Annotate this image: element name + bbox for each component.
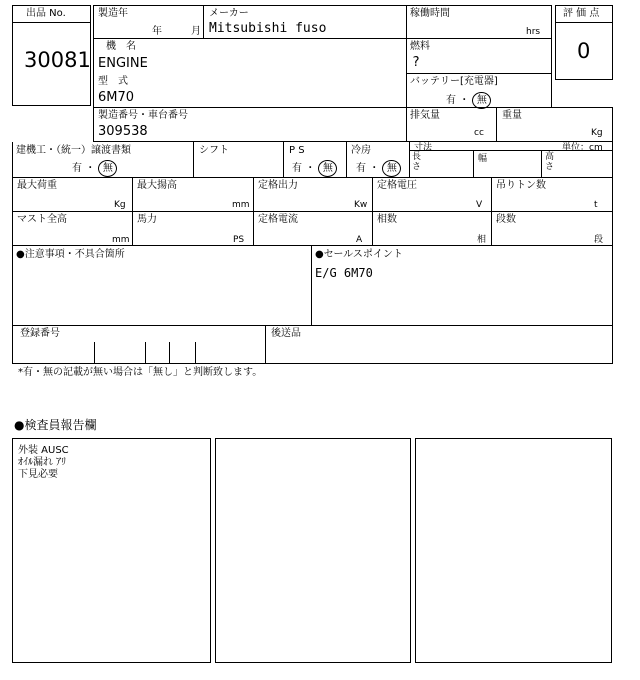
divider (132, 177, 133, 246)
ac-sep: ・ (369, 163, 380, 174)
inspector-heading: ●検査員報告欄 (14, 418, 97, 432)
divider (253, 177, 254, 246)
doc-yes: 有 (72, 163, 82, 174)
height-label: 高 さ (545, 152, 555, 172)
ps-yes: 有 (292, 163, 302, 174)
rated-current-label: 定格電流 (258, 214, 298, 225)
type-value: 6M70 (98, 90, 135, 105)
displacement-unit: cc (474, 128, 484, 138)
divider (93, 38, 552, 39)
divider (12, 325, 613, 326)
battery-no-circled: 無 (472, 92, 491, 109)
year-suffix: 年 (152, 26, 162, 37)
ps-choice (292, 160, 337, 177)
rated-output-unit: Kw (354, 200, 368, 210)
battery-choice (446, 92, 491, 109)
model-name-value: ENGINE (98, 56, 148, 71)
year-label: 製造年 (98, 8, 128, 19)
stages-unit: 段 (594, 235, 604, 245)
divider (541, 150, 542, 177)
divider (346, 142, 347, 177)
divider (203, 5, 204, 38)
max-lift-label: 最大揚高 (137, 180, 177, 191)
mast-height-unit: mm (112, 235, 130, 245)
divider (265, 325, 266, 364)
rated-voltage-label: 定格電圧 (377, 180, 417, 191)
ac-no-circled: 無 (382, 160, 401, 177)
max-load-unit: Kg (114, 200, 126, 210)
displacement-label: 排気量 (410, 110, 440, 121)
weight-unit-box (551, 107, 613, 142)
notes-box (12, 246, 613, 364)
serial-value: 309538 (98, 124, 148, 139)
sales-point-value: E/G 6M70 (315, 266, 373, 280)
divider (491, 177, 492, 246)
phase-unit: 相 (477, 235, 487, 245)
sales-point-label: ●セールスポイント (315, 249, 403, 260)
rating-value: 0 (577, 39, 591, 63)
inspector-box-3 (415, 438, 612, 663)
fuel-value: ? (412, 55, 420, 70)
doc-no-circled: 無 (98, 160, 117, 177)
inspector-line-3: 下見必要 (18, 469, 58, 480)
divider (12, 177, 613, 178)
transfer-docs-label: 建機工・（統一）譲渡書類 (16, 145, 131, 156)
divider (555, 22, 613, 23)
max-lift-unit: mm (232, 200, 250, 210)
ps-no-circled: 無 (318, 160, 337, 177)
hoist-ton-unit: t (594, 200, 598, 210)
shipping-label: 後送品 (271, 328, 301, 339)
lot-number-value: 30081 (24, 48, 91, 72)
maker-value: Mitsubishi fuso (209, 21, 327, 36)
horsepower-unit: PS (233, 235, 245, 245)
divider (195, 342, 196, 364)
divider (94, 342, 95, 364)
battery-label: バッテリー[充電器] (410, 76, 498, 87)
rated-voltage-unit: V (476, 200, 483, 210)
divider (193, 142, 194, 177)
lot-number-label: 出品 No. (26, 8, 66, 19)
registration-label: 登録番号 (20, 328, 60, 339)
spec-grid (12, 142, 613, 246)
doc-sep: ・ (85, 163, 96, 174)
month-suffix: 月 (191, 26, 201, 37)
footnote: *有・無の記載が無い場合は「無し」と判断致します。 (18, 367, 263, 378)
divider (283, 142, 284, 177)
battery-yes: 有 (446, 95, 456, 106)
divider (496, 107, 497, 142)
ac-yes: 有 (356, 163, 366, 174)
width-label: 幅 (478, 154, 488, 164)
divider (311, 246, 312, 325)
divider (12, 211, 613, 212)
shift-label: シフト (199, 145, 229, 156)
dims-label: 寸法 (414, 143, 433, 153)
hoist-ton-label: 吊りトン数 (496, 180, 546, 191)
battery-sep: ・ (459, 95, 470, 106)
ac-choice (356, 160, 401, 177)
unit-label: 単位：cm (562, 143, 603, 153)
ac-label: 冷房 (351, 145, 371, 156)
max-load-label: 最大荷重 (17, 180, 57, 191)
rating-label: 評 価 点 (563, 8, 600, 19)
hours-label: 稼働時間 (410, 8, 450, 19)
fuel-label: 燃料 (410, 41, 430, 52)
hours-unit: hrs (526, 27, 541, 37)
length-label: 長 さ (412, 152, 422, 172)
phase-label: 相数 (377, 214, 397, 225)
divider (406, 73, 552, 74)
inspector-line-2: ｵｲﾙ漏れ ｱﾘ (18, 457, 67, 468)
divider (473, 150, 474, 177)
ps-label: P S (289, 145, 305, 156)
weight-label: 重量 (502, 110, 522, 121)
type-label: 型 式 (98, 76, 128, 87)
divider (145, 342, 146, 364)
divider (409, 142, 410, 177)
model-name-label: 機 名 (106, 41, 136, 52)
maker-label: メーカー (209, 8, 249, 19)
rated-output-label: 定格出力 (258, 180, 298, 191)
serial-label: 製造番号・車台番号 (98, 110, 188, 121)
rated-current-unit: A (356, 235, 363, 245)
weight-unit: Kg (591, 128, 603, 138)
transfer-docs-choice (72, 160, 117, 177)
mast-height-label: マスト全高 (17, 214, 67, 225)
horsepower-label: 馬力 (137, 214, 157, 225)
divider (12, 22, 91, 23)
defects-label: ●注意事項・不具合箇所 (16, 249, 125, 260)
stages-label: 段数 (496, 214, 516, 225)
ps-sep: ・ (305, 163, 316, 174)
inspector-line-1: 外装 AUSC (18, 445, 69, 456)
divider (372, 177, 373, 246)
inspector-box-2 (215, 438, 411, 663)
divider (169, 342, 170, 364)
